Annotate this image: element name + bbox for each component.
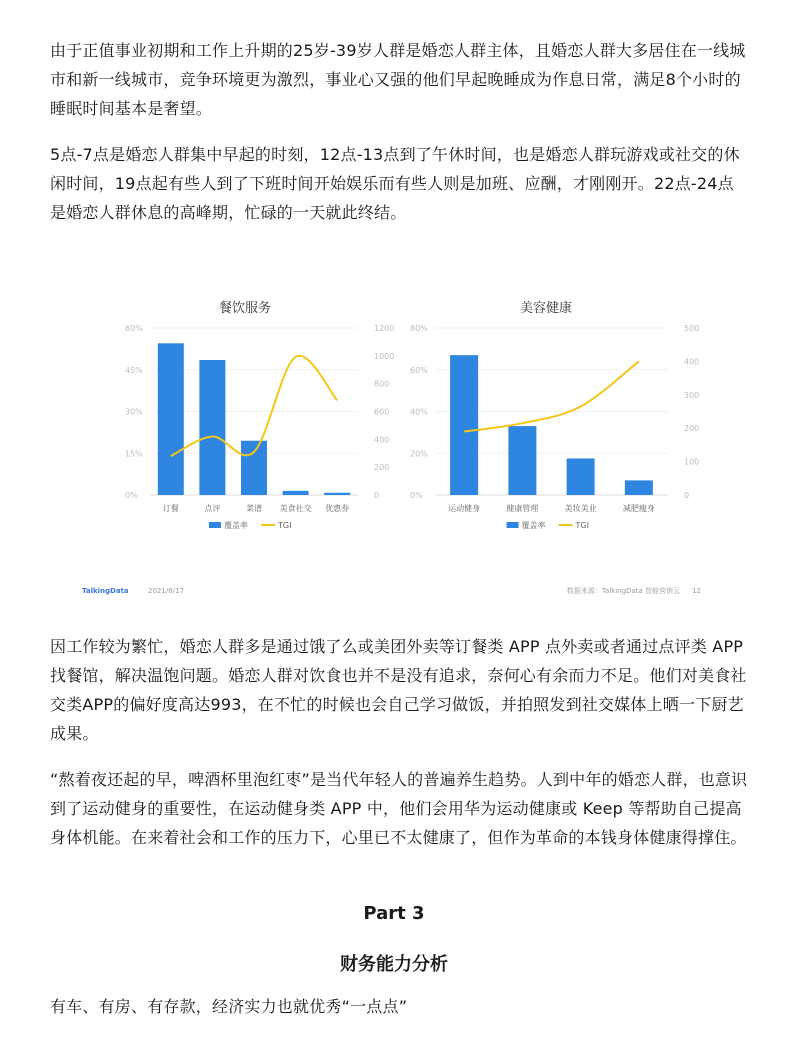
category-label: 订餐 <box>162 504 179 513</box>
page-number: 12 <box>692 587 701 595</box>
category-label: 美食社交 <box>279 504 312 513</box>
category-label: 点评 <box>204 504 221 513</box>
report-date: 2021/8/17 <box>148 587 184 595</box>
right-tick-label: 200 <box>374 463 390 473</box>
left-tick-label: 60% <box>410 365 428 375</box>
bar-运动健身 <box>450 355 478 495</box>
left-tick-label: 0% <box>410 491 423 500</box>
figure-svg <box>80 290 710 610</box>
legend-bar-swatch <box>507 522 519 528</box>
bar-点评 <box>199 360 225 495</box>
right-tick-label: 800 <box>374 379 390 389</box>
tgi-line <box>464 361 639 431</box>
app-coverage-figure <box>80 290 710 610</box>
chart-title: 餐饮服务 <box>218 301 272 316</box>
brand-logo-text: TalkingData <box>82 587 129 595</box>
left-tick-label: 30% <box>125 407 143 417</box>
bar-美食社交 <box>283 491 309 495</box>
right-tick-label: 0 <box>374 491 380 500</box>
right-tick-label: 600 <box>374 407 390 417</box>
bar-健康管理 <box>508 426 536 495</box>
legend-line-label: TGI <box>575 521 589 530</box>
left-tick-label: 0% <box>125 491 138 500</box>
part-heading: Part 3 <box>363 903 425 924</box>
dining-chart <box>125 300 394 530</box>
bar-减肥瘦身 <box>625 480 653 495</box>
paragraph-daily-timeline: 5点-7点是婚恋人群集中早起的时刻，12点-13点到了午休时间，也是婚恋人群玩游戏或社交的休闲时间，19点起有些人到了下班时间开始娱乐而有些人则是加班、应酬，才刚刚开。22点-24点是婚恋人群休息的高峰期，忙碌的一天就此终结。 <box>50 145 740 222</box>
legend-line-label: TGI <box>278 521 292 530</box>
right-tick-label: 0 <box>684 491 690 500</box>
category-label: 运动健身 <box>448 504 481 513</box>
right-tick-label: 400 <box>374 435 390 445</box>
right-tick-label: 200 <box>684 424 700 434</box>
left-tick-label: 45% <box>125 365 143 375</box>
left-tick-label: 80% <box>410 324 428 333</box>
bar-优惠券 <box>324 493 350 495</box>
category-label: 优惠券 <box>325 504 350 513</box>
left-tick-label: 40% <box>410 407 428 417</box>
left-tick-label: 20% <box>410 449 428 459</box>
left-tick-label: 60% <box>125 324 143 333</box>
category-label: 健康管理 <box>506 504 539 513</box>
paragraph-work-schedule: 由于正值事业初期和工作上升期的25岁-39岁人群是婚恋人群主体，且婚恋人群大多居住在一线城市和新一线城市，竞争环境更为激烈，事业心又强的他们早起晚睡成为作息日常，满足8个小时的睡眠时间基本是奢望。 <box>50 41 746 118</box>
right-tick-label: 300 <box>684 390 700 400</box>
bar-菜谱 <box>241 441 267 495</box>
bar-订餐 <box>158 343 184 495</box>
beauty-health-chart <box>410 300 699 530</box>
bar-美妆美业 <box>567 458 595 495</box>
paragraph-health: “熬着夜还起的早，啤酒杯里泡红枣”是当代年轻人的普遍养生趋势。人到中年的婚恋人群，也意识到了运动健身的重要性，在运动健身类 APP 中，他们会用华为运动健康或 Keep 等帮助自己提高身体机能。在来着社会和工作的压力下，心里已不太健康了，但作为革命的本钱身体健康得撑住。 <box>50 770 748 847</box>
category-label: 菜谱 <box>246 504 262 513</box>
category-label: 美妆美业 <box>564 504 597 513</box>
legend-bar-label: 覆盖率 <box>224 521 248 530</box>
left-tick-label: 15% <box>125 449 143 459</box>
category-label: 减肥瘦身 <box>622 504 655 513</box>
chart-title: 美容健康 <box>519 301 573 316</box>
right-tick-label: 400 <box>684 357 700 367</box>
right-tick-label: 1000 <box>374 351 395 361</box>
paragraph-dining: 因工作较为繁忙，婚恋人群多是通过饿了么或美团外卖等订餐类 APP 点外卖或者通过点评类 APP 找餐馆，解决温饱问题。婚恋人群对饮食也并不是没有追求，奈何心有余而力不足。他们对美食社交类APP的偏好度高达993，在不忙的时候也会自己学习做饭，并拍照发到社交媒体上晒一下厨艺成果。 <box>50 637 747 743</box>
paragraph-finance-intro: 有车、有房、有存款，经济实力也就优秀“一点点” <box>50 997 408 1016</box>
legend-bar-swatch <box>209 522 221 528</box>
right-tick-label: 100 <box>684 457 700 467</box>
data-source: 数据来源：TalkingData 智能营销云 <box>566 587 680 595</box>
legend-bar-label: 覆盖率 <box>521 521 546 530</box>
right-tick-label: 1200 <box>374 324 395 333</box>
right-tick-label: 500 <box>684 324 700 333</box>
section-heading: 财务能力分析 <box>340 954 448 975</box>
